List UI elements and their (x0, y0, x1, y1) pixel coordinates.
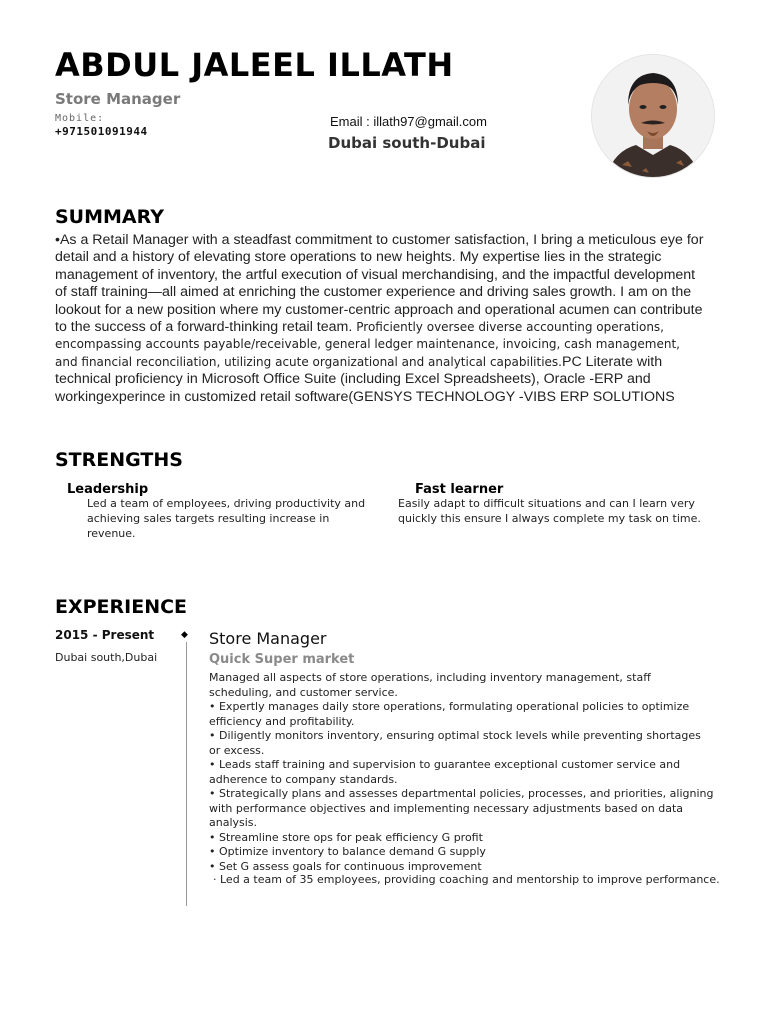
strengths-heading: STRENGTHS (55, 449, 183, 471)
responsibility-item: • Diligently monitors inventory, ensuring optimal stock levels while preventing shortages or excess. (209, 729, 701, 757)
experience-heading: EXPERIENCE (55, 596, 188, 618)
summary-main: •As a Retail Manager with a steadfast commitment to customer satisfaction, I bring a meticulous eye for detail and a history of elevating store operations to new heights. My expertise lies in the strategic management of inventory, the artful execution of visual merchandising, and the impactful development of staff training—all aimed at enriching the customer experience and driving sales growth. I am on the lookout for a new position where my customer-centric approach and operational acumen can contribute to the success of a forward-thinking retail team. (55, 232, 704, 336)
mobile-number: +971501091944 (55, 125, 148, 138)
location: Dubai south-Dubai (328, 134, 486, 152)
strength-title-leadership: Leadership (67, 482, 149, 497)
responsibility-item: • Expertly manages daily store operations, formulating operational policies to optimize efficiency and profitability. (209, 700, 690, 728)
timeline-line (186, 642, 187, 906)
responsibility-item: • Strategically plans and assesses departmental policies, processes, and priorities, aligning with performance objectives and implementing necessary adjustments based on data analysis. (209, 787, 714, 829)
summary-skills: PC Literate with technical proficiency in Microsoft Office Suite (including Excel Spreadsheets), Oracle -ERP and workingexperince in customized retail software(GENSYS TECHNOLOGY -VIBS ERP SOLUTIONS (55, 353, 675, 405)
candidate-name: ABDUL JALEEL ILLATH (55, 46, 454, 84)
job-location: Dubai south,Dubai (55, 651, 158, 664)
responsibility-item-team: · Led a team of 35 employees, providing coaching and mentorship to improve performance. (213, 873, 720, 886)
summary-accounting: Proficiently oversee diverse accounting operations, encompassing accounts payable/receivable, general ledger maintenance, invoicing, cash management, and financial reconciliation, utilizing acute organizational and analytical capabilities. (55, 320, 680, 369)
mobile-label: Mobile: (55, 113, 105, 124)
responsibility-item: • Set G assess goals for continuous improvement (209, 859, 482, 873)
summary-text (55, 232, 705, 406)
profile-photo (591, 54, 715, 178)
email-address: Email : illath97@gmail.com (330, 114, 487, 129)
job-role: Store Manager (55, 90, 181, 108)
summary-heading: SUMMARY (55, 206, 164, 228)
responsibility-item: • Leads staff training and supervision to guarantee exceptional customer service and adherence to company standards. (209, 758, 681, 786)
responsibility-item: • Optimize inventory to balance demand G supply (209, 845, 486, 858)
strength-desc-leadership: Led a team of employees, driving productivity and achieving sales targets resulting increase in revenue. (87, 497, 366, 540)
responsibility-item: • Streamline store ops for peak efficiency G profit (209, 830, 483, 844)
job-title: Store Manager (209, 629, 327, 648)
company-name: Quick Super market (209, 652, 355, 667)
strength-desc-fast-learner: Easily adapt to difficult situations and can I learn very quickly this ensure I always complete my task on time. (398, 497, 701, 525)
portrait-illustration (592, 55, 714, 177)
responsibility-item: Managed all aspects of store operations, including inventory management, staff scheduling, and customer service. (209, 671, 651, 699)
strength-title-fast-learner: Fast learner (415, 482, 504, 497)
job-responsibilities (209, 671, 714, 874)
timeline-bullet-icon: ◆ (181, 630, 188, 640)
job-date-range: 2015 - Present (55, 628, 155, 642)
